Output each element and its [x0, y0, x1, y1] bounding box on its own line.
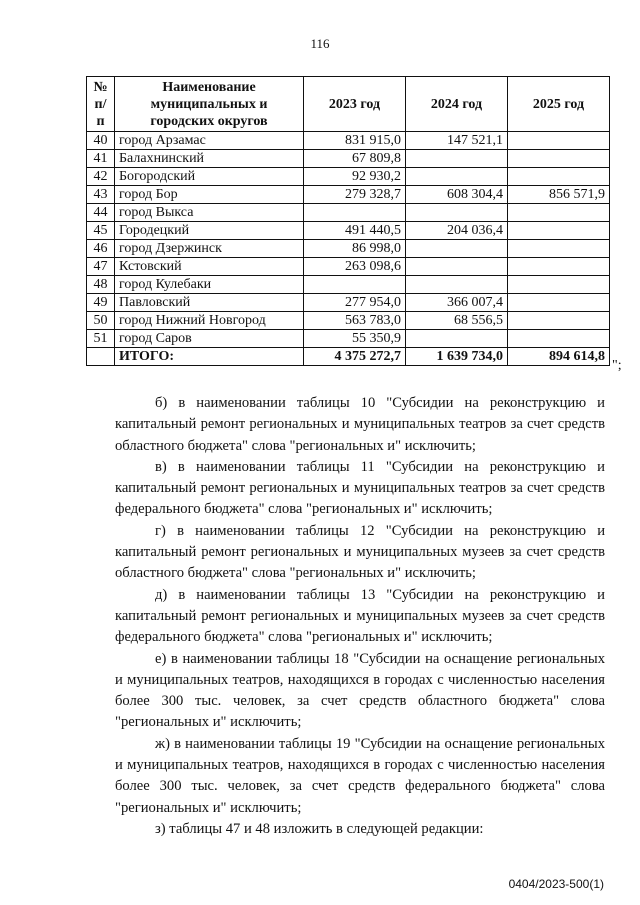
row-name: город Кулебаки	[115, 276, 304, 294]
header-2024: 2024 год	[406, 77, 508, 132]
total-2025: 894 614,8	[508, 348, 610, 366]
row-name: город Саров	[115, 330, 304, 348]
row-number: 48	[87, 276, 115, 294]
closing-quote: ";	[612, 358, 622, 373]
subsidy-table	[86, 76, 610, 366]
table-row	[87, 312, 610, 330]
paragraph-zh: ж) в наименовании таблицы 19 "Субсидии на оснащение региональных и муниципальных театров, находящихся в городах с численностью населения более 300 тыс. человек, за счет средств федерального бюджета" слова "региональных и" исключить;	[115, 735, 605, 816]
paragraph-d: д) в наименовании таблицы 13 "Субсидии на реконструкцию и капитальный ремонт региональных и муниципальных музеев за счет средств федерального бюджета" слова "региональных и" исключить;	[115, 586, 605, 646]
row-number: 42	[87, 168, 115, 186]
paragraph-e: е) в наименовании таблицы 18 "Субсидии на оснащение региональных и муниципальных театров, находящихся в городах с численностью населения более 300 тыс. человек, за счет средств областного бюджета" слова "региональных и" исключить;	[115, 650, 605, 731]
row-2023: 55 350,9	[304, 330, 406, 348]
row-2024	[406, 330, 508, 348]
row-number: 45	[87, 222, 115, 240]
row-name: город Дзержинск	[115, 240, 304, 258]
row-number: 43	[87, 186, 115, 204]
table-row	[87, 204, 610, 222]
row-2024	[406, 258, 508, 276]
row-name: Кстовский	[115, 258, 304, 276]
row-2025	[508, 240, 610, 258]
row-2023	[304, 204, 406, 222]
row-name: город Арзамас	[115, 132, 304, 150]
table-row	[87, 258, 610, 276]
row-2024: 608 304,4	[406, 186, 508, 204]
total-label: ИТОГО:	[115, 348, 304, 366]
row-number: 44	[87, 204, 115, 222]
table-row	[87, 186, 610, 204]
header-2025: 2025 год	[508, 77, 610, 132]
row-number: 41	[87, 150, 115, 168]
row-number: 51	[87, 330, 115, 348]
row-name: Городецкий	[115, 222, 304, 240]
row-2024: 366 007,4	[406, 294, 508, 312]
row-2023: 563 783,0	[304, 312, 406, 330]
row-2024: 68 556,5	[406, 312, 508, 330]
paragraph-g: г) в наименовании таблицы 12 "Субсидии на реконструкцию и капитальный ремонт региональных и муниципальных музеев за счет средств областного бюджета" слова "региональных и" исключить;	[115, 522, 605, 582]
table-row	[87, 276, 610, 294]
row-2025	[508, 330, 610, 348]
total-row	[87, 348, 610, 366]
row-name: город Выкса	[115, 204, 304, 222]
total-2024: 1 639 734,0	[406, 348, 508, 366]
table-row	[87, 330, 610, 348]
table-row	[87, 168, 610, 186]
row-2023: 831 915,0	[304, 132, 406, 150]
row-name: Богородский	[115, 168, 304, 186]
row-2023: 67 809,8	[304, 150, 406, 168]
row-2023: 263 098,6	[304, 258, 406, 276]
table-row	[87, 294, 610, 312]
row-2024	[406, 150, 508, 168]
table-row	[87, 132, 610, 150]
row-number: 47	[87, 258, 115, 276]
row-2024	[406, 168, 508, 186]
table-body	[87, 132, 610, 366]
table-row	[87, 222, 610, 240]
row-2023	[304, 276, 406, 294]
header-num: № п/п	[87, 77, 115, 132]
row-2025	[508, 294, 610, 312]
table-header-row	[87, 77, 610, 132]
row-number: 40	[87, 132, 115, 150]
row-2025	[508, 222, 610, 240]
row-2023: 92 930,2	[304, 168, 406, 186]
row-number: 46	[87, 240, 115, 258]
row-2025	[508, 258, 610, 276]
amendment-text	[115, 393, 605, 840]
row-2023: 277 954,0	[304, 294, 406, 312]
paragraph-b: б) в наименовании таблицы 10 "Субсидии на реконструкцию и капитальный ремонт региональных и муниципальных театров за счет средств областного бюджета" слова "региональных и" исключить;	[115, 395, 605, 454]
row-name: город Нижний Новгород	[115, 312, 304, 330]
row-2025	[508, 204, 610, 222]
row-name: Балахнинский	[115, 150, 304, 168]
row-2024	[406, 276, 508, 294]
row-2024: 147 521,1	[406, 132, 508, 150]
row-2024	[406, 204, 508, 222]
row-2025: 856 571,9	[508, 186, 610, 204]
row-name: Павловский	[115, 294, 304, 312]
row-2023: 86 998,0	[304, 240, 406, 258]
table-row	[87, 150, 610, 168]
paragraph-v: в) в наименовании таблицы 11 "Субсидии на реконструкцию и капитальный ремонт региональных и муниципальных театров за счет средств федерального бюджета" слова "региональных и" исключить;	[115, 458, 605, 518]
row-2023: 279 328,7	[304, 186, 406, 204]
row-2025	[508, 312, 610, 330]
total-empty-cell	[87, 348, 115, 366]
total-2023: 4 375 272,7	[304, 348, 406, 366]
document-code: 0404/2023-500(1)	[508, 877, 604, 891]
row-number: 49	[87, 294, 115, 312]
row-2023: 491 440,5	[304, 222, 406, 240]
row-2025	[508, 132, 610, 150]
paragraph-z: з) таблицы 47 и 48 изложить в следующей редакции:	[155, 820, 484, 837]
row-2025	[508, 150, 610, 168]
row-2024: 204 036,4	[406, 222, 508, 240]
row-2024	[406, 240, 508, 258]
row-number: 50	[87, 312, 115, 330]
header-2023: 2023 год	[304, 77, 406, 132]
table-row	[87, 240, 610, 258]
row-name: город Бор	[115, 186, 304, 204]
page-number: 116	[310, 36, 330, 51]
row-2025	[508, 276, 610, 294]
header-name: Наименование муниципальных и городских округов	[115, 77, 304, 132]
row-2025	[508, 168, 610, 186]
